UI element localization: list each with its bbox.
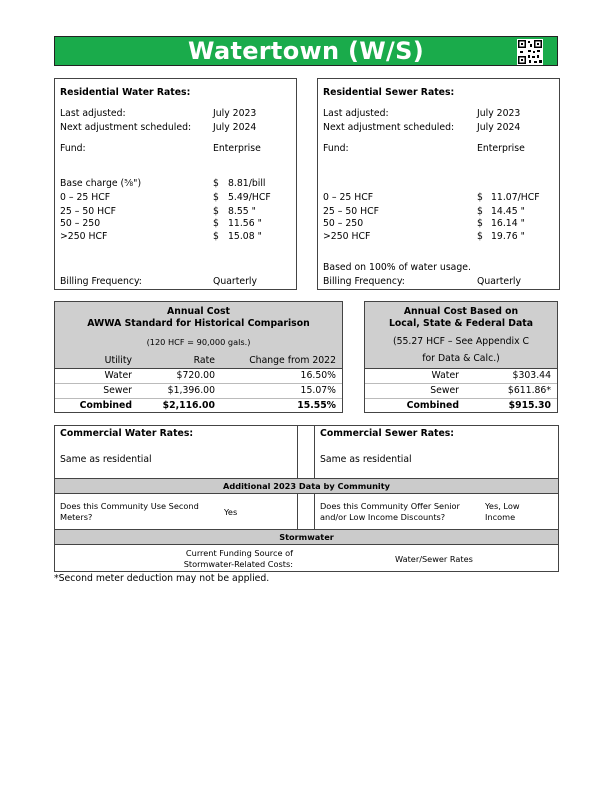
second-meters-answer: Yes [224, 507, 238, 517]
water-rate-currency: $ [213, 218, 219, 229]
sewer-fund: Enterprise [477, 143, 525, 154]
annual-cost-basis: (120 HCF = 90,000 gals.) [146, 337, 251, 347]
sewer-next-label: Next adjustment scheduled: [323, 122, 455, 133]
row-divider [55, 383, 342, 384]
water-rate-label: 25 – 50 HCF [60, 206, 117, 217]
column-divider [297, 425, 298, 478]
local-cost-basis-2: for Data & Calc.) [422, 353, 500, 364]
col-rate: Rate [193, 355, 215, 366]
sewer-last-adjusted: July 2023 [477, 108, 521, 119]
water-rate-currency: $ [213, 192, 219, 203]
water-rate-currency: $ [213, 206, 219, 217]
water-fund: Enterprise [213, 143, 261, 154]
discounts-answer: Yes, Low Income [485, 501, 520, 522]
water-next: July 2024 [213, 122, 257, 133]
sewer-rate-value: 19.76 " [491, 231, 525, 242]
sewer-rate-label: 0 – 25 HCF [323, 192, 374, 203]
annual-row-rate: $2,116.00 [162, 400, 215, 411]
water-rate-label: >250 HCF [60, 231, 108, 242]
row-divider [55, 398, 342, 399]
sewer-rate-label: >250 HCF [323, 231, 371, 242]
local-cost-basis: (55.27 HCF – See Appendix C [392, 336, 530, 347]
water-rate-currency: $ [213, 231, 219, 242]
local-row-utility: Combined [406, 400, 459, 411]
discounts-question: Does this Community Offer Senior and/or Low Income Discounts? [320, 501, 460, 522]
row-divider [365, 383, 557, 384]
local-row-utility: Water [431, 370, 459, 381]
sewer-rate-label: 50 – 250 [323, 218, 364, 229]
annual-row-utility: Combined [79, 400, 132, 411]
local-cost-subtitle: Local, State & Federal Data [388, 318, 534, 329]
stormwater-funding-label: Current Funding Source of Stormwater-Related Costs: [183, 548, 293, 569]
sewer-rate-currency: $ [477, 231, 483, 242]
sewer-billing-label: Billing Frequency: [323, 276, 405, 287]
annual-row-rate: $1,396.00 [167, 385, 215, 396]
water-heading: Residential Water Rates: [60, 87, 191, 98]
sewer-next: July 2024 [477, 122, 521, 133]
water-rate-value: 8.55 " [228, 206, 256, 217]
sewer-rate-value: 16.14 " [491, 218, 525, 229]
sewer-rate-currency: $ [477, 192, 483, 203]
stormwater-funding-value: Water/Sewer Rates [395, 554, 473, 564]
annual-cost-title: Annual Cost [167, 306, 230, 317]
water-billing-label: Billing Frequency: [60, 276, 142, 287]
water-next-label: Next adjustment scheduled: [60, 122, 192, 133]
commercial-water-text: Same as residential [60, 454, 152, 465]
stormwater-heading: Stormwater [279, 532, 334, 542]
local-cost-title: Annual Cost Based on [403, 306, 519, 317]
local-row-utility: Sewer [430, 385, 459, 396]
column-divider [314, 425, 315, 478]
annual-row-change: 15.55% [297, 400, 336, 411]
annual-row-change: 15.07% [300, 385, 336, 396]
local-row-value: $303.44 [512, 370, 551, 381]
sewer-fund-label: Fund: [323, 143, 349, 154]
col-change: Change from 2022 [249, 355, 336, 366]
water-rate-value: 5.49/HCF [228, 192, 271, 203]
second-meters-question: Does this Community Use Second Meters? [60, 501, 199, 522]
water-last-adjusted-label: Last adjusted: [60, 108, 126, 119]
column-divider [297, 494, 298, 529]
commercial-sewer-heading: Commercial Sewer Rates: [320, 428, 455, 439]
annual-row-utility: Water [104, 370, 132, 381]
column-divider [314, 494, 315, 529]
commercial-sewer-text: Same as residential [320, 454, 412, 465]
sewer-rate-value: 11.07/HCF [491, 192, 540, 203]
sewer-rate-value: 14.45 " [491, 206, 525, 217]
sewer-rate-currency: $ [477, 206, 483, 217]
sewer-heading: Residential Sewer Rates: [323, 87, 455, 98]
sewer-rate-label: 25 – 50 HCF [323, 206, 380, 217]
sewer-billing: Quarterly [477, 276, 522, 287]
qr-code-icon [517, 39, 543, 65]
water-rate-currency: $ [213, 178, 219, 189]
col-utility: Utility [104, 355, 132, 366]
annual-row-change: 16.50% [300, 370, 336, 381]
water-rate-value: 8.81/bill [228, 178, 266, 189]
water-rate-label: 50 – 250 [60, 218, 101, 229]
annual-row-utility: Sewer [103, 385, 132, 396]
annual-row-rate: $720.00 [176, 370, 215, 381]
sewer-note: Based on 100% of water usage. [323, 262, 471, 273]
local-row-value: $611.86* [507, 385, 551, 396]
title-banner [54, 36, 558, 66]
water-rate-value: 15.08 " [228, 231, 262, 242]
footnote: *Second meter deduction may not be applied. [54, 573, 270, 584]
water-billing: Quarterly [213, 276, 258, 287]
annual-cost-subtitle: AWWA Standard for Historical Comparison [87, 318, 310, 329]
page-title: Watertown (W/S) [188, 37, 424, 65]
sewer-last-adjusted-label: Last adjusted: [323, 108, 389, 119]
row-divider [365, 398, 557, 399]
row-divider [55, 368, 342, 369]
water-rate-value: 11.56 " [228, 218, 262, 229]
sewer-rate-currency: $ [477, 218, 483, 229]
local-row-value: $915.30 [508, 400, 551, 411]
community-data-block [54, 425, 559, 572]
row-divider [365, 368, 557, 369]
water-fund-label: Fund: [60, 143, 86, 154]
water-rate-label: Base charge (⅝") [60, 178, 142, 189]
water-rate-label: 0 – 25 HCF [60, 192, 111, 203]
additional-data-heading: Additional 2023 Data by Community [223, 481, 390, 491]
water-last-adjusted: July 2023 [213, 108, 257, 119]
commercial-water-heading: Commercial Water Rates: [60, 428, 194, 439]
